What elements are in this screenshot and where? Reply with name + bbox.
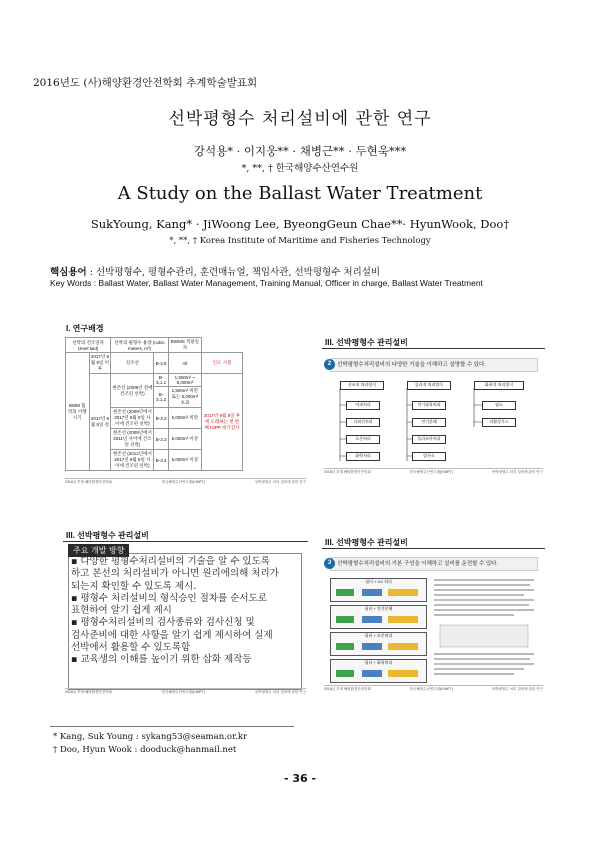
diagram-box: 탈산소 xyxy=(412,452,446,461)
table-cell: 5,000m³ 이상 xyxy=(168,450,201,471)
table-cell: 현존선 (2009년 전에 건조된 선박) xyxy=(111,374,154,408)
korean-authors: 강석용* · 이지웅** · 채병근** · 두현욱*** xyxy=(193,144,407,158)
guide-list xyxy=(71,556,299,667)
diagram-box: 비활성가스 xyxy=(482,418,516,427)
table-cell: B-3.3 xyxy=(154,429,168,450)
table-cell: B-3.4 xyxy=(154,450,168,471)
footer-right: 선박평형수 처리 설비에 관한 연구 xyxy=(491,470,543,474)
table-left-group: BWM 협약의 이행시기 xyxy=(66,353,90,471)
slide-footer xyxy=(65,478,306,485)
slide-research-background xyxy=(63,323,308,485)
footer-mid: 한국해양수산연수원(KIMFT) xyxy=(161,480,205,484)
footer-mid: 한국해양수산연수원(KIMFT) xyxy=(409,470,453,474)
diagram-box: 화학처리 xyxy=(346,452,380,461)
diagram-box: 선조처 처리방식 xyxy=(340,381,384,390)
table-cell: 2017년 9월 8일 후에 도래하는 첫 번째 IOPP 정기검사 xyxy=(202,374,243,471)
english-authors: SukYoung, Kang* · JiWoong Lee, ByeongGeun Chae**· HyunWook, Doo† xyxy=(90,217,510,231)
footer-mid: 한국해양수산연수원(KIMFT) xyxy=(161,690,205,694)
footnote-rule xyxy=(50,726,294,727)
diagram-label: 필터 + 화학처리 xyxy=(364,660,393,665)
objective-bar: 선박평형수처리설비의 다양한 기술을 이해하고 설명할 수 있다. xyxy=(330,358,538,372)
footnote-1: * Kang, Suk Young : sykang53@seaman.or.kr xyxy=(53,732,248,742)
table-cell: 신조선 xyxy=(111,353,154,374)
diagram-box: 여과처리 xyxy=(346,401,380,410)
slide-title: I. 연구배경 xyxy=(66,324,104,333)
table-header: BWMS 적용일자 xyxy=(168,338,201,353)
footer-left: 2016년 추계 해양환경안전학회 xyxy=(324,470,371,474)
slide-treatment-technology xyxy=(322,337,545,475)
page-number: - 36 - xyxy=(283,772,317,785)
english-keywords xyxy=(50,278,483,288)
table-header: 선박의 평형수 용량 (cubic meters, m³) xyxy=(111,338,168,353)
slide-basic-configuration xyxy=(322,537,545,692)
table-cell: 5,000m³ 미만 xyxy=(168,408,201,429)
diagram-box: 오존처리 xyxy=(346,435,380,444)
list-item: ▪ 평형수처리설비의 검사종류와 검사신청 및 xyxy=(71,617,255,629)
table-cell: 2017년 9월 8일 전 xyxy=(89,374,111,471)
diagram-box: 자외선처리 xyxy=(346,418,380,427)
step-badge: 2 xyxy=(324,359,335,370)
guide-heading: 주요 개발 방향 xyxy=(68,544,129,557)
table-cell: 인도 시점 xyxy=(202,353,243,374)
footer-left: 2016년 추계 해양환경안전학회 xyxy=(324,687,371,691)
slide-development-direction xyxy=(63,530,308,695)
slide-footer xyxy=(65,688,306,695)
table-cell: 1,500m³ ~ 5,000m³ xyxy=(168,374,201,387)
conference-header: 2016년도 (사)해양환경안전학회 추계학술발표회 xyxy=(33,77,258,89)
footer-right: 선박평형수 처리 설비에 관한 연구 xyxy=(254,690,306,694)
footnote-2: † Doo, Hyun Wook : dooduck@hanmail.net xyxy=(53,745,237,755)
diagram-graphics xyxy=(322,537,545,692)
step-badge: 3 xyxy=(324,558,335,569)
diagram-box: 플라즈마처리 xyxy=(412,435,446,444)
slide-title: III. 선박평형수 관리설비 xyxy=(325,338,408,347)
diagram-label: 필터 + UV 처리 xyxy=(365,579,392,584)
footer-right: 선박평형수 처리 설비에 관한 연구 xyxy=(254,480,306,484)
table-cell: B-3.5 xyxy=(154,353,168,374)
title-rule xyxy=(63,541,308,542)
footer-left: 2016년 추계 해양환경안전학회 xyxy=(65,480,112,484)
keywords-label: 핵심용어 xyxy=(50,267,87,278)
list-item: 표현하여 알기 쉽게 제시 xyxy=(71,605,172,617)
list-item: ▪ 평형수 처리설비의 형식승인 절차를 순서도로 xyxy=(71,592,267,604)
footer-left: 2016년 추계 해양환경안전학회 xyxy=(65,690,112,694)
diagram-box: 화학적 처리방식 xyxy=(474,381,524,390)
table-cell: 현존선 (2009년에서 2017년 9월 8일 사이에 건조된 선박) xyxy=(111,408,154,429)
diagram-label: 필터 + 오존처리 xyxy=(364,633,393,638)
table-cell: B-3.2 xyxy=(154,408,168,429)
diagram-box: 전기화학처리 xyxy=(412,401,446,410)
table-cell: 1,500m³ 미만 또는 5,000m³ 초과 xyxy=(168,387,201,408)
table-cell: All xyxy=(168,353,201,374)
table-cell: 현존선 (2012년에서 2017년 9월 8일 사이에 건조된 선박) xyxy=(111,450,154,471)
slide-title: III. 선박평형수 관리설비 xyxy=(66,531,149,540)
diagram-box: 물리적 처리방식 xyxy=(407,381,451,390)
list-item: ▪ 다양한 평형수처리설비의 기술을 알 수 있도록 xyxy=(71,556,270,567)
table-cell: 현존선 (2009년에서 2011년 사이에 건조된 선박) xyxy=(111,429,154,450)
table-cell: B-3.1.2 xyxy=(154,387,168,408)
table-cell: 5,000m³ 이상 xyxy=(168,429,201,450)
list-item: 검사준비에 대한 사항을 알기 쉽게 제시하여 실제 xyxy=(71,629,273,641)
english-affiliation: *, **, † Korea Institute of Maritime and Fisheries Technology xyxy=(169,236,431,246)
diagram-box: 전기분해 xyxy=(412,418,446,427)
keywords-en-label: Key Words xyxy=(50,278,92,288)
korean-affiliation: *, **, † 한국해양수산연수원 xyxy=(241,163,359,174)
korean-keywords xyxy=(50,264,380,278)
objective-bar: 선박평형수처리설비의 기본 구성을 이해하고 설비를 운전할 수 있다. xyxy=(330,557,538,571)
slide-title: III. 선박평형수 관리설비 xyxy=(325,538,408,547)
table-header: 선박의 건조일자 (Keel laid) xyxy=(66,338,111,353)
table-cell: B-3.1.1 xyxy=(154,374,168,387)
list-item: 선박에서 활용할 수 있도록함 xyxy=(71,642,191,654)
keywords-text: : 선박평형수, 평형수관리, 훈련매뉴얼, 책임사관, 선박평형수 처리설비 xyxy=(89,267,381,278)
diagram-connectors xyxy=(322,337,545,475)
diagram-box: 염소 xyxy=(482,401,516,410)
list-item: ▪ 교육생의 이해를 높이기 위한 삽화 제작등 xyxy=(71,654,252,666)
korean-title: 선박평형수 처리설비에 관한 연구 xyxy=(168,109,432,129)
table-cell: 2017년 9월 8일 이후 xyxy=(89,353,111,374)
list-item: 되는지 확인할 수 있도록 제시. xyxy=(71,580,197,592)
footer-right: 선박평형수 처리 설비에 관한 연구 xyxy=(491,687,543,691)
slide-footer xyxy=(324,468,543,475)
bwm-schedule-table xyxy=(65,337,243,471)
list-item: 하고 본선의 처리설비가 아니면 원리에의해 처리가 xyxy=(71,568,279,580)
diagram-label: 필터 + 전기분해 xyxy=(364,606,393,611)
keywords-en-text: : Ballast Water, Ballast Water Management, Training Manual, Officer in charge, Ballast Water Treatment xyxy=(93,278,483,288)
slide-footer xyxy=(324,685,543,692)
english-title: A Study on the Ballast Water Treatment xyxy=(117,183,483,204)
footer-mid: 한국해양수산연수원(KIMFT) xyxy=(409,687,453,691)
